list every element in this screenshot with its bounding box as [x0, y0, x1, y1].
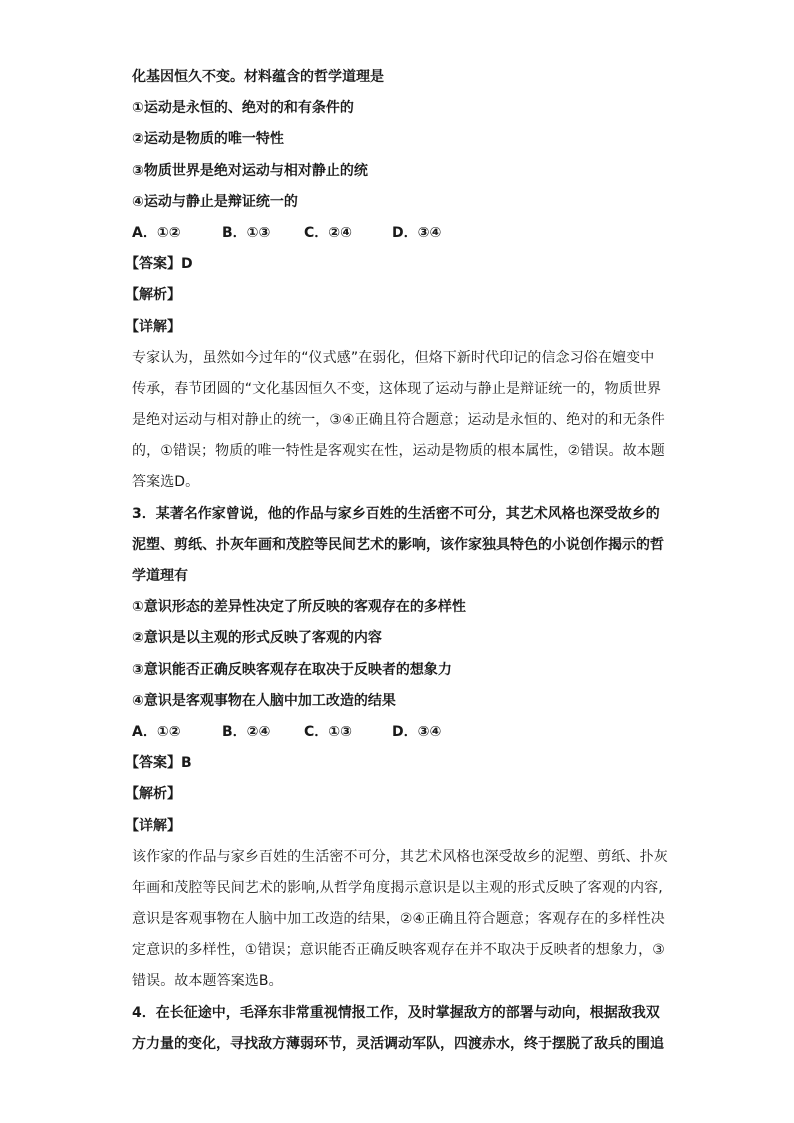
q3-statement-4: ④意识是客观事物在人脑中加工改造的结果: [132, 692, 396, 709]
document-page: [125, 62, 668, 1060]
q2-analysis-heading: 【解析】: [125, 287, 181, 304]
q3-options: [132, 717, 662, 748]
q2-statement-2: ②运动是物质的唯一特性: [132, 131, 284, 148]
q2-options: [132, 218, 662, 249]
q3-statement-1: ①意识形态的差异性决定了所反映的客观存在的多样性: [132, 599, 466, 616]
q2-option-c: C．②④: [304, 224, 352, 241]
q4-stem-line-1: 4．在长征途中，毛泽东非常重视情报工作，及时掌握敌方的部署与动向，根据敌我双: [132, 1004, 660, 1021]
q2-explanation-line-4: 的，①错误；物质的唯一特性是客观实在性，运动是物质的根本属性，②错误。故本题: [132, 443, 665, 460]
q2-explanation-line-3: 是绝对运动与相对静止的统一，③④正确且符合题意；运动是永恒的、绝对的和无条件: [132, 412, 665, 429]
q3-stem-line-2: 泥塑、剪纸、扑灰年画和茂腔等民间艺术的影响，该作家独具特色的小说创作揭示的哲: [132, 536, 664, 553]
q4-stem-line-2: 方力量的变化，寻找敌方薄弱环节，灵活调动军队，四渡赤水，终于摆脱了敌兵的围追: [132, 1035, 664, 1052]
q3-explanation-line-2: 年画和茂腔等民间艺术的影响,从哲学角度揭示意识是以主观的形式反映了客观的内容,: [132, 879, 663, 896]
q3-detail-heading: 【详解】: [125, 817, 181, 834]
q2-option-a: A．①②: [132, 224, 181, 241]
q2-detail-heading: 【详解】: [125, 318, 181, 335]
q2-option-b: B．①③: [222, 224, 271, 241]
q3-explanation-line-3: 意识是客观事物在人脑中加工改造的结果，②④正确且符合题意；客观存在的多样性决: [132, 911, 665, 928]
q3-option-a: A．①②: [132, 723, 181, 740]
q2-statement-1: ①运动是永恒的、绝对的和有条件的: [132, 100, 354, 117]
q2-answer: 【答案】D: [125, 256, 193, 273]
q2-option-d: D．③④: [392, 224, 442, 241]
q2-explanation-line-1: 专家认为，虽然如今过年的“仪式感”在弱化，但烙下新时代印记的信念习俗在嬗变中: [132, 349, 655, 366]
q3-option-d: D．③④: [392, 723, 442, 740]
q3-explanation-line-1: 该作家的作品与家乡百姓的生活密不可分，其艺术风格也深受故乡的泥塑、剪纸、扑灰: [132, 848, 668, 865]
q3-answer: 【答案】B: [125, 755, 192, 772]
q2-explanation-line-5: 答案选D。: [132, 474, 200, 491]
q2-explanation-line-2: 传承，春节团圆的“文化基因恒久不变，这体现了运动与静止是辩证统一的，物质世界: [132, 380, 662, 397]
q3-option-c: C．①③: [304, 723, 352, 740]
q3-explanation-line-5: 错误。故本题答案选B。: [132, 973, 283, 990]
q2-statement-4: ④运动与静止是辩证统一的: [132, 193, 298, 210]
q2-stem-tail: 化基因恒久不变。材料蕴含的哲学道理是: [132, 69, 384, 85]
q3-explanation-line-4: 定意识的多样性，①错误；意识能否正确反映客观存在并不取决于反映者的想象力，③: [132, 942, 665, 959]
q3-statement-2: ②意识是以主观的形式反映了客观的内容: [132, 630, 382, 647]
q2-statement-3: ③物质世界是绝对运动与相对静止的统: [132, 162, 368, 179]
q3-option-b: B．②④: [222, 723, 271, 740]
q3-statement-3: ③意识能否正确反映客观存在取决于反映者的想象力: [132, 661, 452, 678]
q3-analysis-heading: 【解析】: [125, 786, 181, 803]
q3-stem-line-3: 学道理有: [132, 568, 188, 584]
q3-stem-line-1: 3．某著名作家曾说，他的作品与家乡百姓的生活密不可分，其艺术风格也深受故乡的: [132, 505, 660, 522]
